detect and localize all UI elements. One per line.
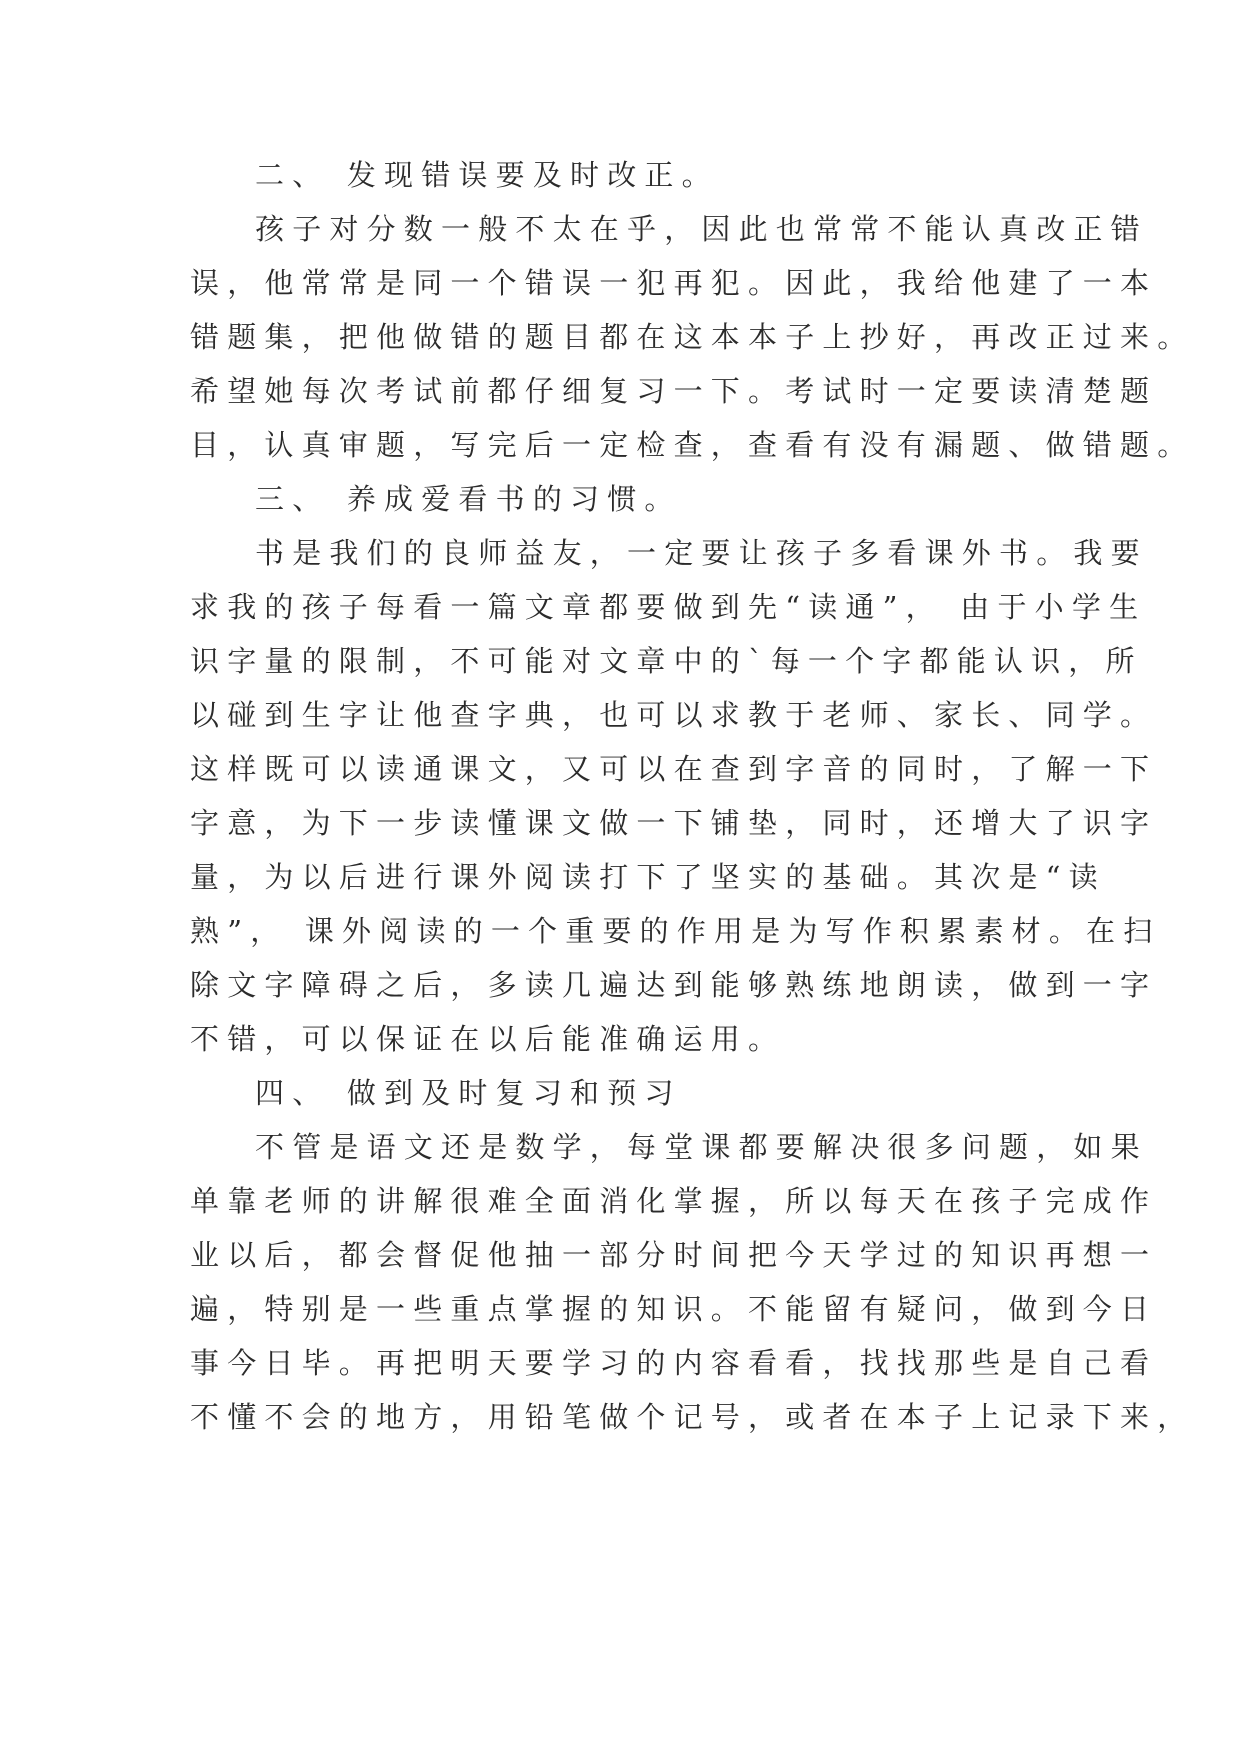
paragraph-line: 遍，特别是一些重点掌握的知识。不能留有疑问，做到今日 [190, 1292, 1158, 1326]
paragraph-line: 熟”， 课外阅读的一个重要的作用是为写作积累素材。在扫 [190, 914, 1161, 948]
paragraph-line: 单靠老师的讲解很难全面消化掌握，所以每天在孩子完成作 [190, 1184, 1158, 1218]
paragraph-line: 希望她每次考试前都仔细复习一下。考试时一定要读清楚题 [190, 374, 1158, 408]
paragraph-line: 错题集，把他做错的题目都在这本本子上抄好，再改正过来。 [190, 320, 1195, 354]
paragraph-line: 误，他常常是同一个错误一犯再犯。因此，我给他建了一本 [190, 266, 1158, 300]
section-heading-2: 二、 发现错误要及时改正。 [255, 158, 719, 192]
paragraph-line: 不错，可以保证在以后能准确运用。 [190, 1022, 786, 1056]
paragraph-line: 字意，为下一步读懂课文做一下铺垫，同时，还增大了识字 [190, 806, 1158, 840]
paragraph-line: 事今日毕。再把明天要学习的内容看看，找找那些是自己看 [190, 1346, 1158, 1380]
paragraph-line: 除文字障碍之后，多读几遍达到能够熟练地朗读，做到一字 [190, 968, 1158, 1002]
paragraph-line: 求我的孩子每看一篇文章都要做到先“读通”， 由于小学生 [190, 590, 1147, 624]
paragraph-line: 业以后，都会督促他抽一部分时间把今天学过的知识再想一 [190, 1238, 1158, 1272]
paragraph-line: 以碰到生字让他查字典，也可以求教于老师、家长、同学。 [190, 698, 1158, 732]
paragraph-line: 不管是语文还是数学，每堂课都要解决很多问题，如果 [255, 1130, 1148, 1164]
paragraph-line: 目，认真审题，写完后一定检查，查看有没有漏题、做错题。 [190, 428, 1195, 462]
paragraph-line: 书是我们的良师益友，一定要让孩子多看课外书。我要 [255, 536, 1148, 570]
section-heading-4: 四、 做到及时复习和预习 [255, 1076, 682, 1110]
paragraph-line: 不懂不会的地方，用铅笔做个记号，或者在本子上记录下来， [190, 1400, 1195, 1434]
paragraph-line: 这样既可以读通课文，又可以在查到字音的同时，了解一下 [190, 752, 1158, 786]
paragraph-line: 识字量的限制，不可能对文章中的`每一个字都能认识，所 [190, 644, 1143, 678]
paragraph-line: 量，为以后进行课外阅读打下了坚实的基础。其次是“读 [190, 860, 1106, 894]
paragraph-line: 孩子对分数一般不太在乎，因此也常常不能认真改正错 [255, 212, 1148, 246]
section-heading-3: 三、 养成爱看书的习惯。 [255, 482, 682, 516]
